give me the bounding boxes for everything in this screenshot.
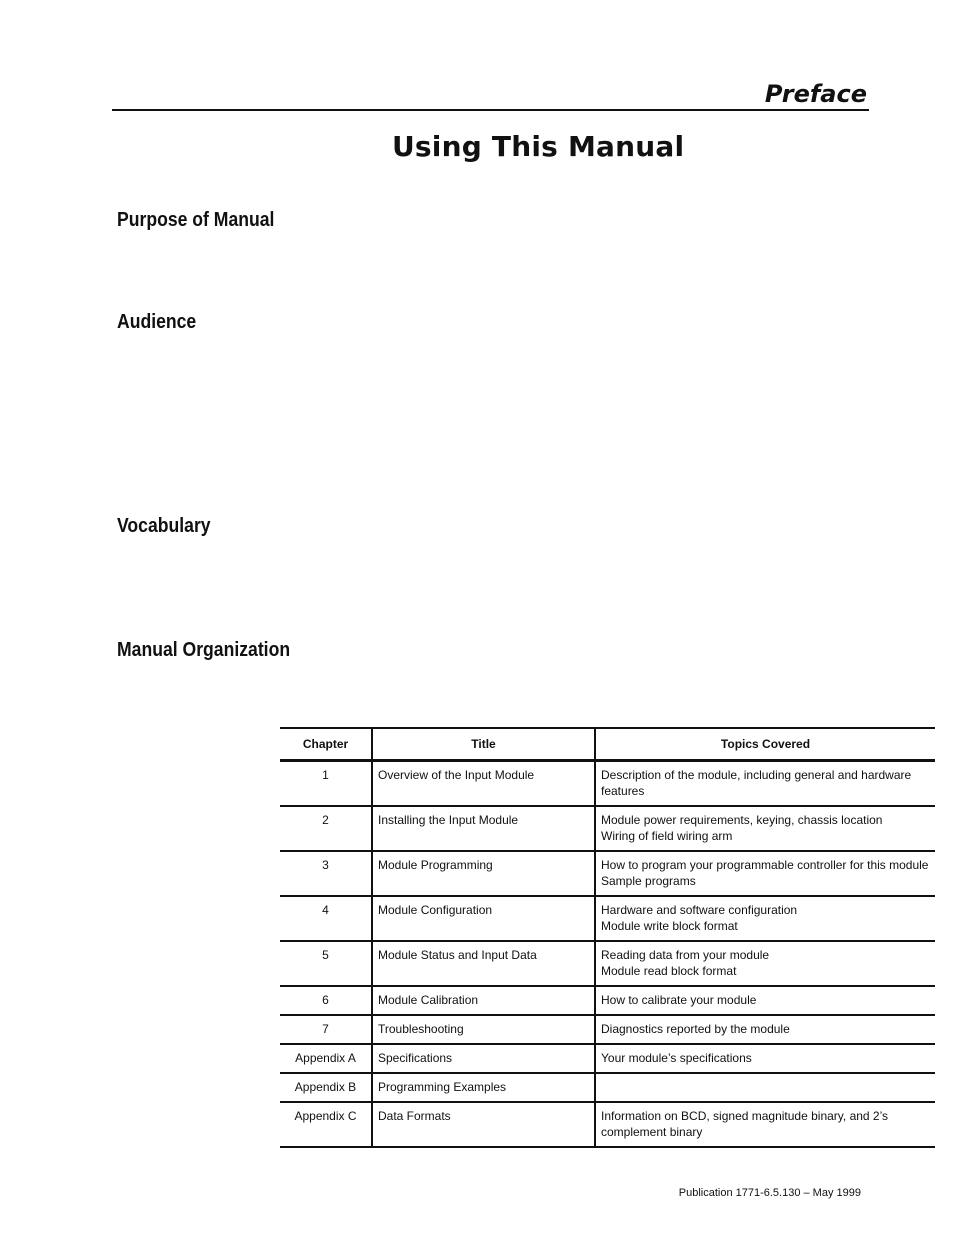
topic-line: Module write block format	[601, 919, 738, 933]
cell-title: Troubleshooting	[372, 1015, 595, 1044]
topic-line: Reading data from your module	[601, 948, 770, 962]
cell-title: Overview of the Input Module	[372, 761, 595, 807]
column-header-title: Title	[372, 728, 595, 761]
cell-topics	[595, 806, 935, 851]
cell-title: Module Status and Input Data	[372, 941, 595, 986]
topic-line: How to calibrate your module	[601, 993, 757, 1007]
table-row	[280, 1044, 935, 1073]
table-row	[280, 941, 935, 986]
column-header-chapter: Chapter	[280, 728, 372, 761]
cell-chapter: Appendix A	[280, 1044, 372, 1073]
cell-topics	[595, 1073, 935, 1102]
topic-line: Hardware and software configuration	[601, 903, 798, 917]
topic-line: Module power requirements, keying, chassis location	[601, 813, 883, 827]
heading-vocabulary: Vocabulary	[117, 515, 211, 537]
topic-line: Description of the module, including general and hardware features	[601, 768, 912, 798]
cell-topics	[595, 896, 935, 941]
table-row	[280, 1102, 935, 1147]
cell-title: Specifications	[372, 1044, 595, 1073]
table-body	[280, 761, 935, 1148]
cell-chapter: 3	[280, 851, 372, 896]
cell-topics	[595, 941, 935, 986]
publication-footer: Publication 1771-6.5.130 – May 1999	[678, 1187, 861, 1199]
section-label: Preface	[764, 80, 867, 108]
topic-line: How to program your programmable controller for this module	[601, 858, 929, 872]
topic-line: Information on BCD, signed magnitude binary, and 2’s complement binary	[601, 1109, 889, 1139]
heading-audience: Audience	[117, 311, 197, 333]
cell-title: Module Configuration	[372, 896, 595, 941]
manual-organization-table	[280, 727, 935, 1148]
cell-topics	[595, 1044, 935, 1073]
cell-title: Programming Examples	[372, 1073, 595, 1102]
heading-purpose-of-manual: Purpose of Manual	[117, 209, 275, 231]
cell-topics	[595, 986, 935, 1015]
cell-title: Module Calibration	[372, 986, 595, 1015]
cell-topics	[595, 1102, 935, 1147]
cell-title: Data Formats	[372, 1102, 595, 1147]
table-row	[280, 1015, 935, 1044]
page-title: Using This Manual	[392, 130, 685, 163]
cell-chapter: 5	[280, 941, 372, 986]
table-row	[280, 806, 935, 851]
cell-chapter: 6	[280, 986, 372, 1015]
cell-topics	[595, 761, 935, 807]
cell-title: Installing the Input Module	[372, 806, 595, 851]
cell-chapter: 7	[280, 1015, 372, 1044]
topic-line	[601, 1079, 930, 1095]
topic-line: Module read block format	[601, 964, 737, 978]
topic-line: Your module’s specifications	[601, 1051, 752, 1065]
cell-topics	[595, 851, 935, 896]
header-divider	[112, 109, 869, 111]
cell-chapter: 1	[280, 761, 372, 807]
table-row	[280, 761, 935, 807]
table-row	[280, 896, 935, 941]
topic-line: Sample programs	[601, 874, 696, 888]
cell-title: Module Programming	[372, 851, 595, 896]
cell-chapter: 2	[280, 806, 372, 851]
cell-chapter: Appendix B	[280, 1073, 372, 1102]
heading-manual-organization: Manual Organization	[117, 639, 291, 661]
cell-topics	[595, 1015, 935, 1044]
cell-chapter: Appendix C	[280, 1102, 372, 1147]
table-row	[280, 986, 935, 1015]
table-header-row	[280, 728, 935, 761]
topic-line: Wiring of field wiring arm	[601, 829, 733, 843]
cell-chapter: 4	[280, 896, 372, 941]
column-header-topics: Topics Covered	[595, 728, 935, 761]
table-row	[280, 851, 935, 896]
table-row	[280, 1073, 935, 1102]
topic-line: Diagnostics reported by the module	[601, 1022, 790, 1036]
